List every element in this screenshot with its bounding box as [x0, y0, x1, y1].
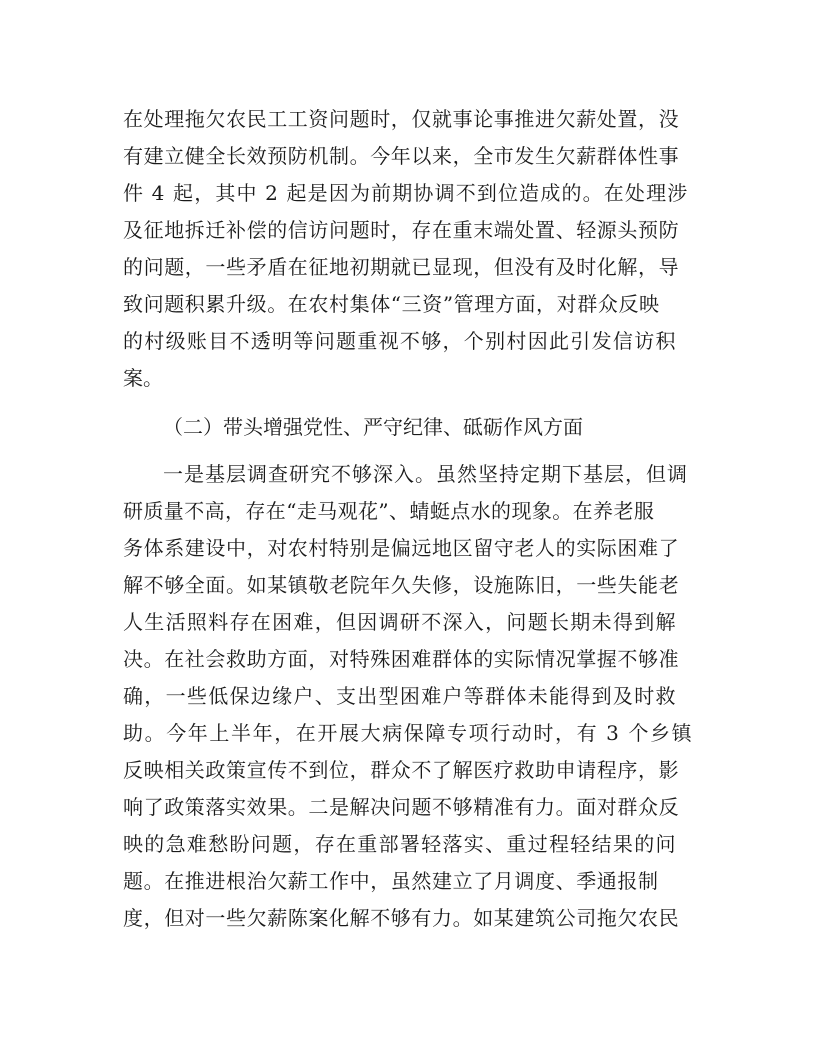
paragraph-line: 的问题，一些矛盾在征地初期就已显现，但没有及时化解，导 — [123, 255, 680, 279]
paragraph-line: 件 4 起，其中 2 起是因为前期协调不到位造成的。在处理涉 — [123, 181, 689, 205]
section-heading: （二）带头增强党性、严守纪律、砥砺作风方面 — [163, 415, 583, 439]
paragraph-line: 响了政策落实效果。二是解决问题不够精准有力。面对群众反 — [123, 795, 680, 819]
paragraph-line: 度，但对一些欠薪陈案化解不够有力。如某建筑公司拖欠农民 — [123, 906, 680, 930]
paragraph-line: 映的急难愁盼问题，存在重部署轻落实、重过程轻结果的问 — [123, 832, 677, 856]
paragraph-line: 一是基层调查研究不够深入。虽然坚持定期下基层，但调 — [163, 462, 688, 486]
paragraph-line: 有建立健全长效预防机制。今年以来，全市发生欠薪群体性事 — [123, 144, 680, 168]
paragraph-line: 确，一些低保边缘户、支出型困难户等群体未能得到及时救 — [123, 684, 677, 708]
paragraph-line: 决。在社会救助方面，对特殊困难群体的实际情况掌握不够准 — [123, 647, 680, 671]
paragraph-line: 务体系建设中，对农村特别是偏远地区留守老人的实际困难了 — [123, 536, 680, 560]
paragraph-line: 致问题积累升级。在农村集体“三资”管理方面，对群众反映 — [123, 292, 660, 316]
paragraph-line: 研质量不高，存在“走马观花”、蜻蜓点水的现象。在养老服 — [123, 499, 655, 523]
paragraph-line: 反映相关政策宣传不到位，群众不了解医疗救助申请程序，影 — [123, 758, 680, 782]
paragraph-line: 的村级账目不透明等问题重视不够，个别村因此引发信访积 — [123, 329, 677, 353]
paragraph-line: 案。 — [123, 366, 163, 390]
paragraph-line: 及征地拆迁补偿的信访问题时，存在重末端处置、轻源头预防 — [123, 218, 680, 242]
paragraph-line: 在处理拖欠农民工工资问题时，仅就事论事推进欠薪处置，没 — [123, 107, 680, 131]
paragraph-line: 解不够全面。如某镇敬老院年久失修，设施陈旧，一些失能老 — [123, 573, 680, 597]
paragraph-line: 题。在推进根治欠薪工作中，虽然建立了月调度、季通报制 — [123, 869, 659, 893]
paragraph-line: 助。今年上半年，在开展大病保障专项行动时，有 3 个乡镇 — [123, 721, 694, 745]
paragraph-line: 人生活照料存在困难，但因调研不深入，问题长期未得到解 — [123, 610, 677, 634]
